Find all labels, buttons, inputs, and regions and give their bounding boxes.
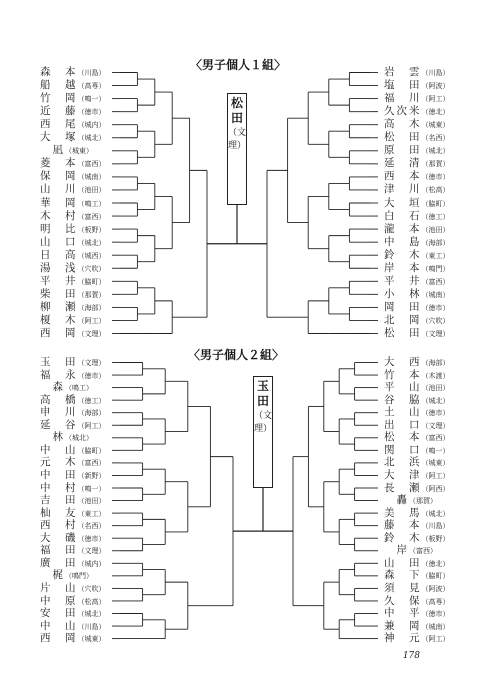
player-school: （那賀）	[77, 290, 106, 299]
player-school: （富西）	[77, 212, 106, 221]
player-school: （富西）	[421, 277, 450, 286]
player-school: （高専）	[77, 82, 106, 90]
group1-winner-name-2: 田	[230, 111, 243, 125]
player-name: 船 越	[40, 79, 78, 91]
player-name: 廣 田	[40, 556, 78, 569]
player-school: （富西）	[409, 547, 437, 556]
player-school: （城北）	[421, 396, 450, 405]
player-school: （阿西）	[421, 484, 450, 493]
player-name: 中 山	[40, 619, 78, 632]
player-school: （脇町）	[421, 572, 450, 581]
player-school: （文理）	[421, 421, 450, 430]
player-school: （新野）	[77, 471, 106, 480]
group1-title: 〈男子個人１組〉	[190, 58, 287, 72]
player-name: 西 本	[384, 170, 422, 183]
group2-title: 〈男子個人２組〉	[188, 348, 285, 362]
player-school: （東工）	[77, 509, 106, 518]
player-school: （城北）	[65, 434, 93, 443]
player-school: （名西）	[77, 522, 106, 531]
player-name: 中 平	[384, 607, 422, 619]
player-name: 梶	[40, 569, 65, 582]
player-school: （池田）	[77, 497, 106, 506]
player-name: 山 口	[40, 235, 78, 248]
player-name: 延 谷	[40, 418, 78, 431]
player-name: 北 浜	[384, 456, 422, 469]
player-name: 凪	[40, 144, 65, 157]
player-school: （徳市）	[421, 610, 450, 618]
player-school: （徳市）	[77, 534, 106, 543]
player-name: 北 岡	[384, 314, 422, 326]
player-school: （阿工）	[421, 471, 450, 480]
player-school: （鳴工）	[77, 199, 106, 208]
player-name: 松 本	[384, 431, 422, 444]
player-name: 森 下	[384, 569, 422, 582]
player-name: 竹 本	[384, 368, 422, 381]
player-school: （那賀）	[421, 160, 450, 169]
player-name: 申 川	[40, 406, 78, 419]
page-number: 178	[402, 651, 420, 661]
player-school: （城北）	[77, 134, 106, 143]
player-name: 吉 田	[40, 494, 78, 507]
player-name: 大 磯	[40, 531, 78, 544]
player-school: （城西）	[77, 251, 106, 260]
player-name: 湯 浅	[40, 261, 78, 274]
player-name: 中 島	[384, 235, 422, 248]
player-name: 鈴 木	[384, 248, 422, 261]
player-school: （海部）	[77, 409, 106, 418]
player-school: （川島）	[77, 69, 106, 77]
player-name: 高 木	[384, 118, 422, 131]
player-school: （海部）	[421, 238, 450, 247]
player-name: 西 村	[40, 519, 78, 532]
player-school: （城東）	[77, 635, 106, 644]
player-school: （鳴一）	[421, 446, 450, 455]
player-school: （穴吹）	[421, 317, 450, 325]
player-school: （徳市）	[77, 108, 106, 117]
player-school: （阿工）	[77, 317, 106, 325]
player-school: （文理）	[77, 330, 106, 338]
player-school: （文理）	[77, 547, 106, 556]
player-name: 杣 友	[40, 506, 78, 519]
group1-winner-school-1: （文	[228, 128, 247, 138]
player-school: （高専）	[421, 597, 450, 606]
player-school: （松高）	[421, 186, 450, 195]
player-school: （板野）	[77, 225, 106, 234]
player-school: （海部）	[421, 359, 450, 367]
player-name: 福 田	[40, 544, 78, 557]
player-school: （脇町）	[77, 446, 106, 455]
player-name: 安 田	[40, 607, 78, 619]
player-name: 延 清	[384, 157, 422, 170]
group2-winner-name-1: 玉	[256, 379, 269, 393]
player-name: 平 井	[384, 274, 422, 287]
player-name: 松 田	[384, 131, 422, 144]
player-school: （穴吹）	[77, 584, 106, 593]
player-name: 玉 田	[40, 356, 78, 368]
player-name: 鈴 木	[384, 531, 422, 544]
player-name: 木 村	[40, 209, 78, 222]
player-name: 白 石	[384, 209, 422, 222]
player-school: （穴吹）	[77, 264, 106, 273]
player-name: 西 岡	[40, 632, 78, 645]
player-school: （阿工）	[421, 95, 450, 104]
player-school: （池田）	[421, 225, 450, 234]
player-school: （城北）	[77, 238, 106, 247]
group1-winner-school-2: 理）	[228, 141, 247, 151]
player-school: （徳工）	[77, 396, 106, 405]
player-name: 保 岡	[40, 170, 78, 183]
player-school: （板野）	[421, 534, 450, 543]
player-name: 岸 本	[384, 261, 422, 274]
player-name: 森	[40, 381, 65, 394]
player-name: 岩 雲	[384, 66, 422, 78]
player-name: 神 元	[384, 632, 422, 645]
player-school: （川島）	[77, 622, 106, 631]
player-name: 土 山	[384, 406, 422, 419]
player-school: （富西）	[421, 434, 450, 443]
player-name: 松 田	[384, 327, 422, 339]
player-school: （富西）	[77, 459, 106, 468]
player-school: （徳工）	[421, 212, 450, 221]
player-school: （那賀）	[409, 497, 437, 506]
player-name: 華 岡	[40, 196, 78, 209]
player-name: 久 保	[384, 594, 422, 607]
player-school: （城東）	[65, 147, 93, 156]
player-name: 柳 瀬	[40, 300, 78, 313]
player-name: 津 川	[384, 183, 422, 196]
player-name: 日 高	[40, 248, 78, 261]
player-name: 柴 田	[40, 287, 78, 300]
player-school: （城東）	[421, 121, 450, 130]
player-school: （城南）	[421, 622, 450, 631]
player-name: 須 見	[384, 581, 422, 594]
player-name: 岡 田	[384, 300, 422, 313]
player-name: 中 田	[40, 468, 78, 481]
group2-winner-school-2: 理）	[254, 424, 273, 434]
player-name: 瀧 本	[384, 222, 422, 235]
player-school: （徳北）	[421, 108, 450, 117]
player-school: （川島）	[421, 69, 450, 77]
player-name: 菱 本	[40, 157, 78, 170]
player-school: （鳴工）	[65, 384, 93, 393]
player-name: 大 津	[384, 468, 422, 481]
player-school: （徳市）	[421, 409, 450, 418]
player-school: （城南）	[421, 290, 450, 299]
player-name: 大 垣	[384, 196, 422, 209]
player-name: 元 木	[40, 456, 78, 469]
player-school: （名西）	[421, 134, 450, 143]
player-name: 片 山	[40, 581, 78, 594]
player-school: （阿工）	[421, 635, 450, 644]
player-school: （海部）	[77, 303, 106, 312]
player-name: 近 藤	[40, 105, 78, 118]
player-name: 大 塚	[40, 131, 78, 144]
player-name: 小 林	[384, 287, 422, 300]
player-name: 山 川	[40, 183, 78, 196]
player-name: 大 西	[384, 356, 422, 368]
player-name: 高 橋	[40, 393, 78, 406]
player-name: 平 井	[40, 274, 78, 287]
player-school: （鳴一）	[77, 95, 106, 104]
player-school: （城北）	[421, 509, 450, 518]
player-school: （脇町）	[421, 199, 450, 208]
player-school: （脇町）	[77, 277, 106, 286]
player-school: （池田）	[77, 186, 106, 195]
player-school: （池田）	[421, 384, 450, 393]
player-name: 山 田	[384, 556, 422, 569]
player-school: （東工）	[421, 251, 450, 260]
group1-winner-name-1: 松	[230, 96, 243, 110]
player-name: 藤 本	[384, 519, 422, 532]
player-school: （徳市）	[421, 173, 450, 182]
player-school: （徳市）	[421, 303, 450, 312]
player-name: 福 永	[40, 368, 78, 381]
player-school: （鳴一）	[77, 484, 106, 493]
player-name: 原 田	[384, 144, 422, 157]
player-school: （城南）	[77, 173, 106, 182]
player-school: （阿工）	[77, 421, 106, 430]
player-name: 谷 脇	[384, 393, 422, 406]
player-school: （徳市）	[77, 371, 106, 380]
player-name: 久次米	[384, 105, 422, 118]
player-school: （富西）	[77, 160, 106, 169]
player-name: 林	[40, 431, 65, 444]
player-name: 関 口	[384, 443, 422, 456]
player-name: 西 尾	[40, 118, 78, 131]
player-name: 明 比	[40, 222, 78, 235]
player-name: 轟	[384, 494, 409, 507]
player-school: （阿波）	[421, 82, 450, 90]
player-name: 出 口	[384, 418, 422, 431]
group2-winner-school-1: （文	[254, 411, 273, 421]
player-school: （松高）	[77, 597, 106, 606]
player-name: 西 岡	[40, 327, 78, 339]
player-school: （城北）	[421, 147, 450, 156]
player-school: （城北）	[77, 610, 106, 618]
player-name: 美 馬	[384, 506, 422, 519]
player-school: （文理）	[421, 330, 450, 338]
player-school: （鳴門）	[421, 264, 450, 273]
player-school: （鳴門）	[65, 572, 93, 581]
player-school: （城内）	[77, 121, 106, 130]
player-name: 長 瀬	[384, 481, 422, 494]
player-name: 福 川	[384, 92, 422, 105]
player-name: 中 原	[40, 594, 78, 607]
player-school: （徳北）	[421, 559, 450, 568]
player-name: 中 村	[40, 481, 78, 494]
player-name: 兼 岡	[384, 619, 422, 632]
player-school: （城内）	[77, 559, 106, 568]
player-school: （木渡）	[421, 371, 450, 380]
player-name: 岸	[384, 544, 409, 557]
player-name: 榎 木	[40, 314, 78, 326]
player-school: （城東）	[421, 459, 450, 468]
player-name: 森 本	[40, 66, 78, 78]
player-name: 竹 岡	[40, 92, 78, 105]
player-school: （川島）	[421, 522, 450, 531]
player-school: （文理）	[77, 359, 106, 367]
player-name: 塩 田	[384, 79, 422, 91]
player-name: 平 山	[384, 381, 422, 394]
player-school: （阿波）	[421, 584, 450, 593]
player-name: 中 山	[40, 443, 78, 456]
group2-winner-name-2: 田	[256, 394, 269, 408]
